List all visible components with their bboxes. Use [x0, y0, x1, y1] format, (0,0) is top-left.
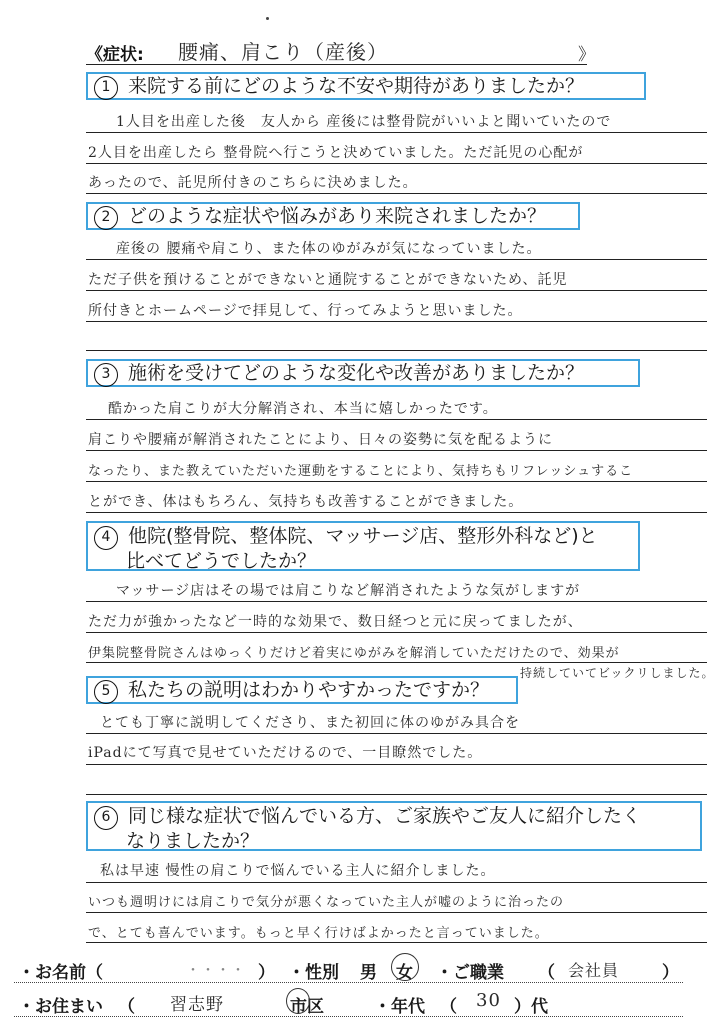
- answer-3-line-2: 肩こりや腰痛が解消されたことにより、日々の姿勢に気を配るように: [88, 432, 553, 448]
- answer-rule: [86, 259, 707, 260]
- occupation-value: 会社員: [568, 961, 620, 980]
- answer-rule: [86, 290, 707, 291]
- question-text-1: 来院する前にどのような不安や期待がありましたか？: [128, 75, 585, 97]
- age-value: 30: [476, 990, 501, 1011]
- question-box-2: [86, 202, 580, 230]
- gender-label: ・性別: [288, 963, 339, 983]
- answer-rule: [86, 321, 707, 322]
- gender-female: 女: [396, 963, 413, 983]
- address-unit: 市区: [290, 997, 324, 1017]
- question-number-6: 6: [94, 806, 118, 830]
- question-number-2: 2: [94, 206, 118, 230]
- question-text-4-line-1: 他院(整骨院、整体院、マッサージ店、整形外科など)と: [128, 525, 598, 547]
- name-label: ・お名前（: [18, 963, 103, 983]
- answer-rule: [86, 132, 707, 133]
- symptom-label: 《症状:: [86, 45, 144, 65]
- footer-dotted-rule: [14, 982, 683, 983]
- answer-6-line-1: 私は早速 慢性の肩こりで悩んでいる主人に紹介しました。: [100, 863, 496, 879]
- answer-5-line-2: iPadにて写真で見せていただけるので、一目瞭然でした。: [88, 745, 483, 761]
- question-text-4-line-2: 比べてどうでしたか？: [126, 550, 317, 572]
- question-text-6-line-2: なりましたか？: [126, 830, 260, 852]
- question-number-5: 5: [94, 680, 118, 704]
- answer-6-line-2: いつも週明けには肩こりで気分が悪くなっていた主人が嘘のように治ったの: [88, 895, 565, 910]
- answer-rule: [86, 419, 707, 420]
- question-box-4: [86, 521, 640, 571]
- answer-3-line-4: とができ、体はもちろん、気持ちも改善することができました。: [88, 494, 524, 510]
- question-number-1: 1: [94, 76, 118, 100]
- answer-rule: [86, 942, 707, 943]
- question-text-6-line-1: 同じ様な症状で悩んでいる方、ご家族やご友人に紹介したく: [128, 805, 642, 827]
- answer-2-line-1: 産後の 腰痛や肩こり、また体のゆがみが気になっていました。: [116, 241, 542, 257]
- occupation-label: ・ご職業: [436, 963, 504, 983]
- symptom-close: 》: [578, 45, 595, 65]
- occupation-close: ）: [662, 963, 679, 983]
- answer-rule: [86, 450, 707, 451]
- answer-4-line-1: マッサージ店はその場では肩こりなど解消されたような気がしますが: [116, 583, 581, 599]
- answer-rule: [86, 632, 707, 633]
- answer-rule: [86, 662, 707, 663]
- answer-rule: [86, 601, 707, 602]
- footer-dotted-rule: [14, 1016, 683, 1017]
- header-underline: [86, 64, 587, 65]
- answer-rule: [86, 733, 707, 734]
- answer-1-line-1: 1人目を出産した後 友人から 産後には整骨院がいいよと聞いていたので: [116, 114, 612, 130]
- question-box-1: [86, 72, 646, 100]
- gender-male: 男: [360, 963, 377, 983]
- question-text-3: 施術を受けてどのような変化や改善がありましたか？: [128, 362, 585, 384]
- question-box-5: [86, 676, 518, 704]
- answer-2-line-2: ただ子供を預けることができないと通院することができないため、託児: [88, 272, 568, 288]
- answer-4-line-4: 持続していてビックリしました。: [520, 666, 715, 680]
- answer-rule: [86, 193, 707, 194]
- age-close: ）代: [514, 997, 548, 1017]
- answer-rule: [86, 882, 707, 883]
- answer-1-line-2: 2人目を出産したら 整骨院へ行こうと決めていました。ただ託児の心配が: [88, 145, 584, 161]
- answer-5-line-1: とても丁寧に説明してくださり、また初回に体のゆがみ具合を: [100, 715, 520, 731]
- address-label: ・お住まい: [18, 997, 103, 1017]
- age-label: ・年代: [374, 997, 425, 1017]
- answer-rule: [86, 350, 707, 351]
- symptom-value: 腰痛、肩こり（産後）: [178, 40, 388, 64]
- question-box-3: [86, 359, 640, 387]
- answer-6-line-3: で、とても喜んでいます。もっと早く行けばよかったと言っていました。: [88, 926, 549, 941]
- answer-rule: [86, 512, 707, 513]
- address-city-circle: [286, 988, 310, 1014]
- question-box-6: [86, 801, 702, 851]
- question-text-5: 私たちの説明はわかりやすかったですか？: [128, 679, 490, 701]
- scan-dot: [266, 17, 269, 20]
- name-value: ・・・・: [186, 963, 246, 979]
- answer-rule: [86, 481, 707, 482]
- address-open: （: [118, 997, 135, 1017]
- question-number-4: 4: [94, 526, 118, 550]
- answer-3-line-3: なったり、また教えていただいた運動をすることにより、気持ちもリフレッシュするこ: [88, 464, 634, 479]
- answer-rule: [86, 163, 707, 164]
- answer-rule: [86, 912, 707, 913]
- question-number-3: 3: [94, 363, 118, 387]
- answer-4-line-3: 伊集院整骨院さんはゆっくりだけど着実にゆがみを解消していただけたので、効果が: [88, 646, 620, 661]
- answer-rule: [86, 794, 707, 795]
- answer-3-line-1: 酷かった肩こりが大分解消され、本当に嬉しかったです。: [108, 401, 498, 417]
- occupation-open: （: [538, 963, 555, 983]
- answer-rule: [86, 764, 707, 765]
- answer-4-line-2: ただ力が強かったなど一時的な効果で、数日経つと元に戻ってましたが、: [88, 614, 583, 630]
- address-value: 習志野: [170, 995, 224, 1015]
- answer-1-line-3: あったので、託児所付きのこちらに決めました。: [88, 175, 418, 191]
- answer-2-line-3: 所付きとホームページで拝見して、行ってみようと思いました。: [88, 303, 523, 319]
- age-open: （: [440, 997, 457, 1017]
- question-text-2: どのような症状や悩みがあり来院されましたか？: [128, 205, 547, 227]
- name-close: ）: [258, 963, 275, 983]
- gender-female-circle: [391, 953, 419, 981]
